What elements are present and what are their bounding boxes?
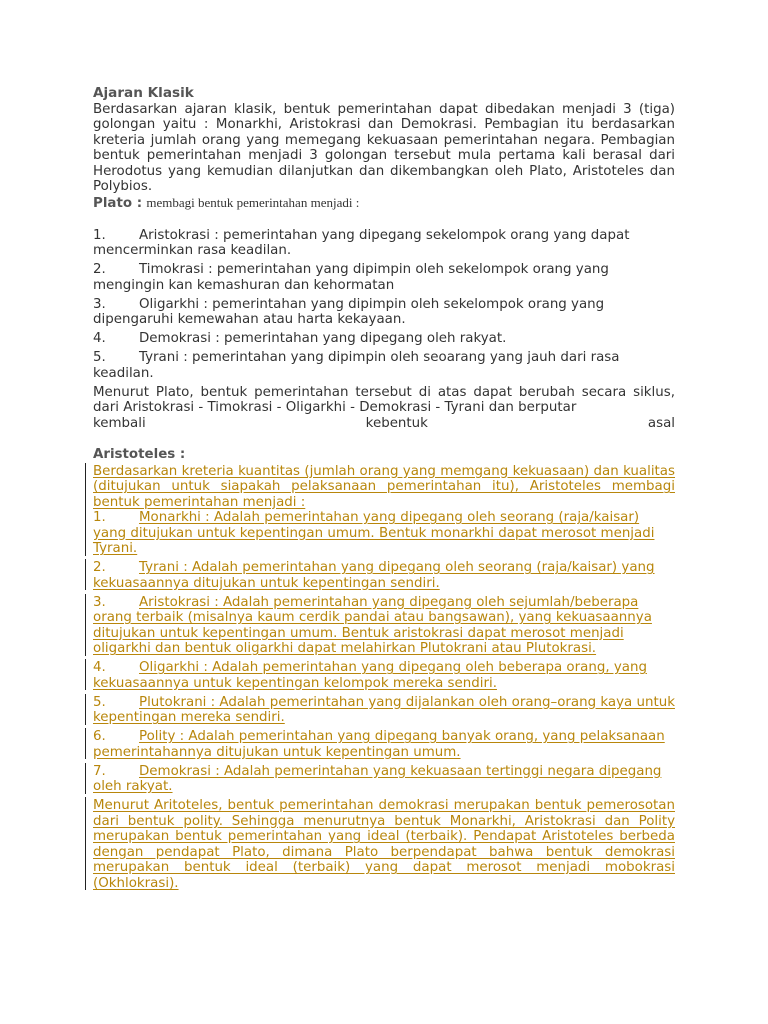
aristoteles-item xyxy=(93,510,675,557)
intro-paragraph: Berdasarkan ajaran klasik, bentuk pemerintahan dapat dibedakan menjadi 3 (tiga) golongan yaitu : Monarkhi, Aristokrasi dan Demokrasi. Pembagian itu berdasarkan kreteria jumlah orang yang memegang kekuasaan pemerintahan negara. Pembagian bentuk pemerintahan menjadi 3 golongan tersebut mula pertama kali berasal dari Herodotus yang kemudian dilanjutkan dan dikembangkan oleh Plato, Aristoteles dan Polybios. xyxy=(93,101,675,194)
aristoteles-item xyxy=(93,595,675,657)
item-text: Timokrasi : pemerintahan yang dipimpin oleh sekelompok orang yang mengingin kan kemashuran dan kehormatan xyxy=(93,262,609,293)
plato-list xyxy=(93,228,675,382)
plato-item xyxy=(93,228,675,259)
item-number: 5. xyxy=(93,694,106,710)
aristoteles-item xyxy=(93,560,675,591)
item-number: 5. xyxy=(93,350,106,365)
plato-heading xyxy=(93,195,675,212)
blank-line xyxy=(93,212,675,228)
section-title: Ajaran Klasik xyxy=(93,85,194,101)
item-text: Demokrasi : pemerintahan yang dipegang oleh rakyat. xyxy=(139,331,507,346)
plato-item xyxy=(93,331,675,347)
aristoteles-heading: Aristoteles : xyxy=(93,447,186,462)
document-body xyxy=(93,86,675,891)
item-text: Tyrani : Adalah pemerintahan yang dipegang oleh seorang (raja/kaisar) yang kekuasaannya ditujukan untuk kepentingan sendiri. xyxy=(93,560,655,591)
item-number: 7. xyxy=(93,763,106,779)
blank-line xyxy=(93,431,675,447)
aristoteles-item xyxy=(93,660,675,691)
item-number: 4. xyxy=(93,331,106,346)
plato-subtitle: membagi bentuk pemerintahan menjadi : xyxy=(146,194,360,210)
item-text: Aristokrasi : pemerintahan yang dipegang sekelompok orang yang dapat mencerminkan rasa keadilan. xyxy=(93,227,630,258)
item-number: 3. xyxy=(93,296,106,312)
aristoteles-item xyxy=(93,729,675,760)
item-number: 2. xyxy=(93,560,106,575)
item-number: 1. xyxy=(93,227,106,243)
aristoteles-item xyxy=(93,695,675,726)
plato-closing-last-line: kembali kebentuk asal xyxy=(93,415,675,431)
plato-item xyxy=(93,350,675,381)
item-text: Demokrasi : Adalah pemerintahan yang kekuasaan tertinggi negara dipegang oleh rakyat. xyxy=(93,763,662,794)
item-number: 6. xyxy=(93,729,106,744)
plato-closing: Menurut Plato, bentuk pemerintahan tersebut di atas dapat berubah secara siklus, dari Aristokrasi - Timokrasi - Oligarkhi - Demokrasi - Tyrani dan berputar xyxy=(93,384,675,415)
item-text: Monarkhi : Adalah pemerintahan yang dipegang oleh seorang (raja/kaisar) yang ditujukan untuk kepentingan umum. Bentuk monarkhi dapat merosot menjadi Tyrani. xyxy=(93,510,655,556)
plato-label: Plato : xyxy=(93,195,143,211)
plato-item xyxy=(93,262,675,293)
item-text: Oligarkhi : Adalah pemerintahan yang dipegang oleh beberapa orang, yang kekuasaannya untuk kepentingan kelompok mereka sendiri. xyxy=(93,660,647,691)
item-number: 1. xyxy=(93,510,106,525)
item-number: 4. xyxy=(93,660,106,675)
item-text: Polity : Adalah pemerintahan yang dipegang banyak orang, yang pelaksanaan pemerintahannya ditujukan untuk kepentingan umum. xyxy=(93,729,665,760)
item-text: Tyrani : pemerintahan yang dipimpin oleh seoarang yang jauh dari rasa keadilan. xyxy=(93,350,620,381)
item-text: Oligarkhi : pemerintahan yang dipimpin oleh sekelompok orang yang dipengaruhi kemewahan atau harta kekayaan. xyxy=(93,296,605,327)
plato-item xyxy=(93,297,675,328)
item-text: Aristokrasi : Adalah pemerintahan yang dipegang oleh sejumlah/beberapa orang terbaik (misalnya kaum cerdik pandai atau bangsawan), yang kekuasaannya ditujukan untuk kepentingan umum. Bentuk aristokrasi dapat merosot menjadi oligarkhi dan bentuk oligarkhi dapat melahirkan Plutokrani atau Plutokrasi. xyxy=(93,594,652,656)
aristoteles-closing: Menurut Aritoteles, bentuk pemerintahan demokrasi merupakan bentuk pemerosotan dari bentuk polity. Sehingga menurutnya bentuk Monarkhi, Aristokrasi dan Polity merupakan bentuk pemerintahan yang ideal (terbaik). Pendapat Aristoteles berbeda dengan pendapat Plato, dimana Plato berpendapat bahwa bentuk demokrasi merupakan bentuk ideal (terbaik) yang dapat merosot menjadi mobokrasi (Okhlokrasi). xyxy=(93,798,675,891)
item-number: 3. xyxy=(93,594,106,610)
aristoteles-item xyxy=(93,764,675,795)
item-text: Plutokrani : Adalah pemerintahan yang dijalankan oleh orang–orang kaya untuk kepentingan mereka sendiri. xyxy=(93,694,675,725)
aristoteles-intro: Berdasarkan kreteria kuantitas (jumlah orang yang memgang kekuasaan) dan kualitas (ditujukan untuk siapakah pelaksanaan pemerintahan itu), Aristoteles membagi bentuk pemerintahan menjadi : xyxy=(93,463,675,510)
item-number: 2. xyxy=(93,262,106,277)
